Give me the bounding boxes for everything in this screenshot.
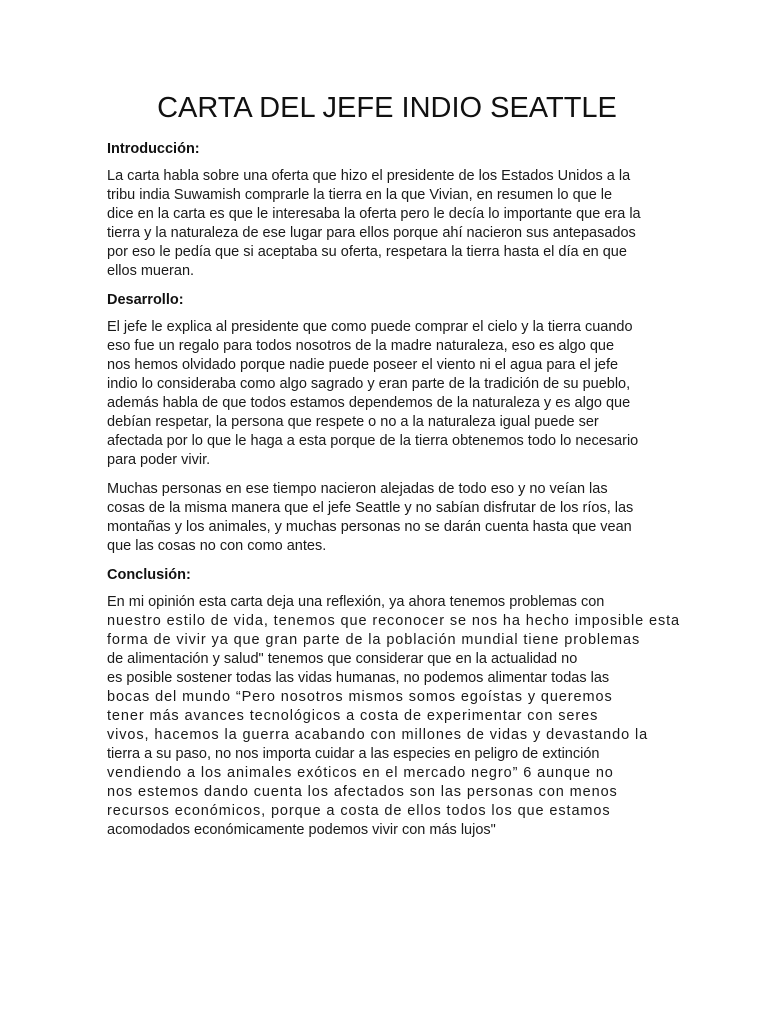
text-line: tribu india Suwamish comprarle la tierra en la que Vivian, en resumen lo que le [107, 187, 613, 203]
document-page [107, 88, 680, 850]
text-line: tierra a su paso, no nos importa cuidar a las especies en peligro de extinción [107, 746, 600, 762]
text-line: La carta habla sobre una oferta que hizo el presidente de los Estados Unidos a la [107, 168, 631, 184]
paragraph-desarrollo-1 [107, 318, 667, 470]
section-heading-desarrollo: Desarrollo: [107, 292, 184, 308]
text-line: recursos económicos, porque a costa de ellos todos los que estamos [107, 803, 611, 819]
text-line: acomodados económicamente podemos vivir con más lujos" [107, 822, 496, 838]
text-line: es posible sostener todas las vidas humanas, no podemos alimentar todas las [107, 670, 610, 686]
text-line: vendiendo a los animales exóticos en el mercado negro” 6 aunque no [107, 765, 614, 781]
text-line: de alimentación y salud" tenemos que considerar que en la actualidad no [107, 651, 578, 667]
text-line: además habla de que todos estamos dependemos de la naturaleza y es algo que [107, 395, 631, 411]
text-line: por eso le pedía que si aceptaba su oferta, respetara la tierra hasta el día en que [107, 244, 627, 260]
section-heading-conclusion: Conclusión: [107, 567, 191, 583]
text-line: tierra y la naturaleza de ese lugar para ellos porque ahí nacieron sus antepasados [107, 225, 636, 241]
text-line: En mi opinión esta carta deja una reflexión, ya ahora tenemos problemas con [107, 594, 605, 610]
text-line: para poder vivir. [107, 452, 211, 468]
section-conclusion [107, 566, 680, 840]
text-line: bocas del mundo “Pero nosotros mismos somos egoístas y queremos [107, 689, 613, 705]
paragraph-desarrollo-2 [107, 480, 667, 556]
text-line: forma de vivir ya que gran parte de la población mundial tiene problemas [107, 632, 641, 648]
text-line: vivos, hacemos la guerra acabando con millones de vidas y devastando la [107, 727, 649, 743]
text-line: nos estemos dando cuenta los afectados son las personas con menos [107, 784, 618, 800]
paragraph-introduccion [107, 167, 667, 281]
text-line: tener más avances tecnológicos a costa de experimentar con seres [107, 708, 599, 724]
text-line: indio lo consideraba como algo sagrado y eran parte de la tradición de su pueblo, [107, 376, 631, 392]
text-line: dice en la carta es que le interesaba la oferta pero le decía lo importante que era la [107, 206, 641, 222]
text-line: nuestro estilo de vida, tenemos que reconocer se nos ha hecho imposible esta [107, 613, 680, 629]
section-introduccion [107, 140, 667, 281]
text-line: debían respetar, la persona que respete o no a la naturaleza igual puede ser [107, 414, 599, 430]
text-line: afectada por lo que le haga a esta porque de la tierra obtenemos todo lo necesario [107, 433, 639, 449]
document-title: CARTA DEL JEFE INDIO SEATTLE [157, 92, 617, 124]
text-line: cosas de la misma manera que el jefe Seattle y no sabían disfrutar de los ríos, las [107, 500, 634, 516]
text-line: nos hemos olvidado porque nadie puede poseer el viento ni el agua para el jefe [107, 357, 619, 373]
text-line: eso fue un regalo para todos nosotros de la madre naturaleza, eso es algo que [107, 338, 615, 354]
text-line: El jefe le explica al presidente que como puede comprar el cielo y la tierra cuando [107, 319, 633, 335]
text-line: que las cosas no con como antes. [107, 538, 327, 554]
section-desarrollo [107, 291, 667, 556]
section-heading-introduccion: Introducción: [107, 141, 200, 157]
text-line: montañas y los animales, y muchas personas no se darán cuenta hasta que vean [107, 519, 632, 535]
paragraph-conclusion [107, 593, 680, 840]
text-line: Muchas personas en ese tiempo nacieron alejadas de todo eso y no veían las [107, 481, 608, 497]
text-line: ellos mueran. [107, 263, 195, 279]
